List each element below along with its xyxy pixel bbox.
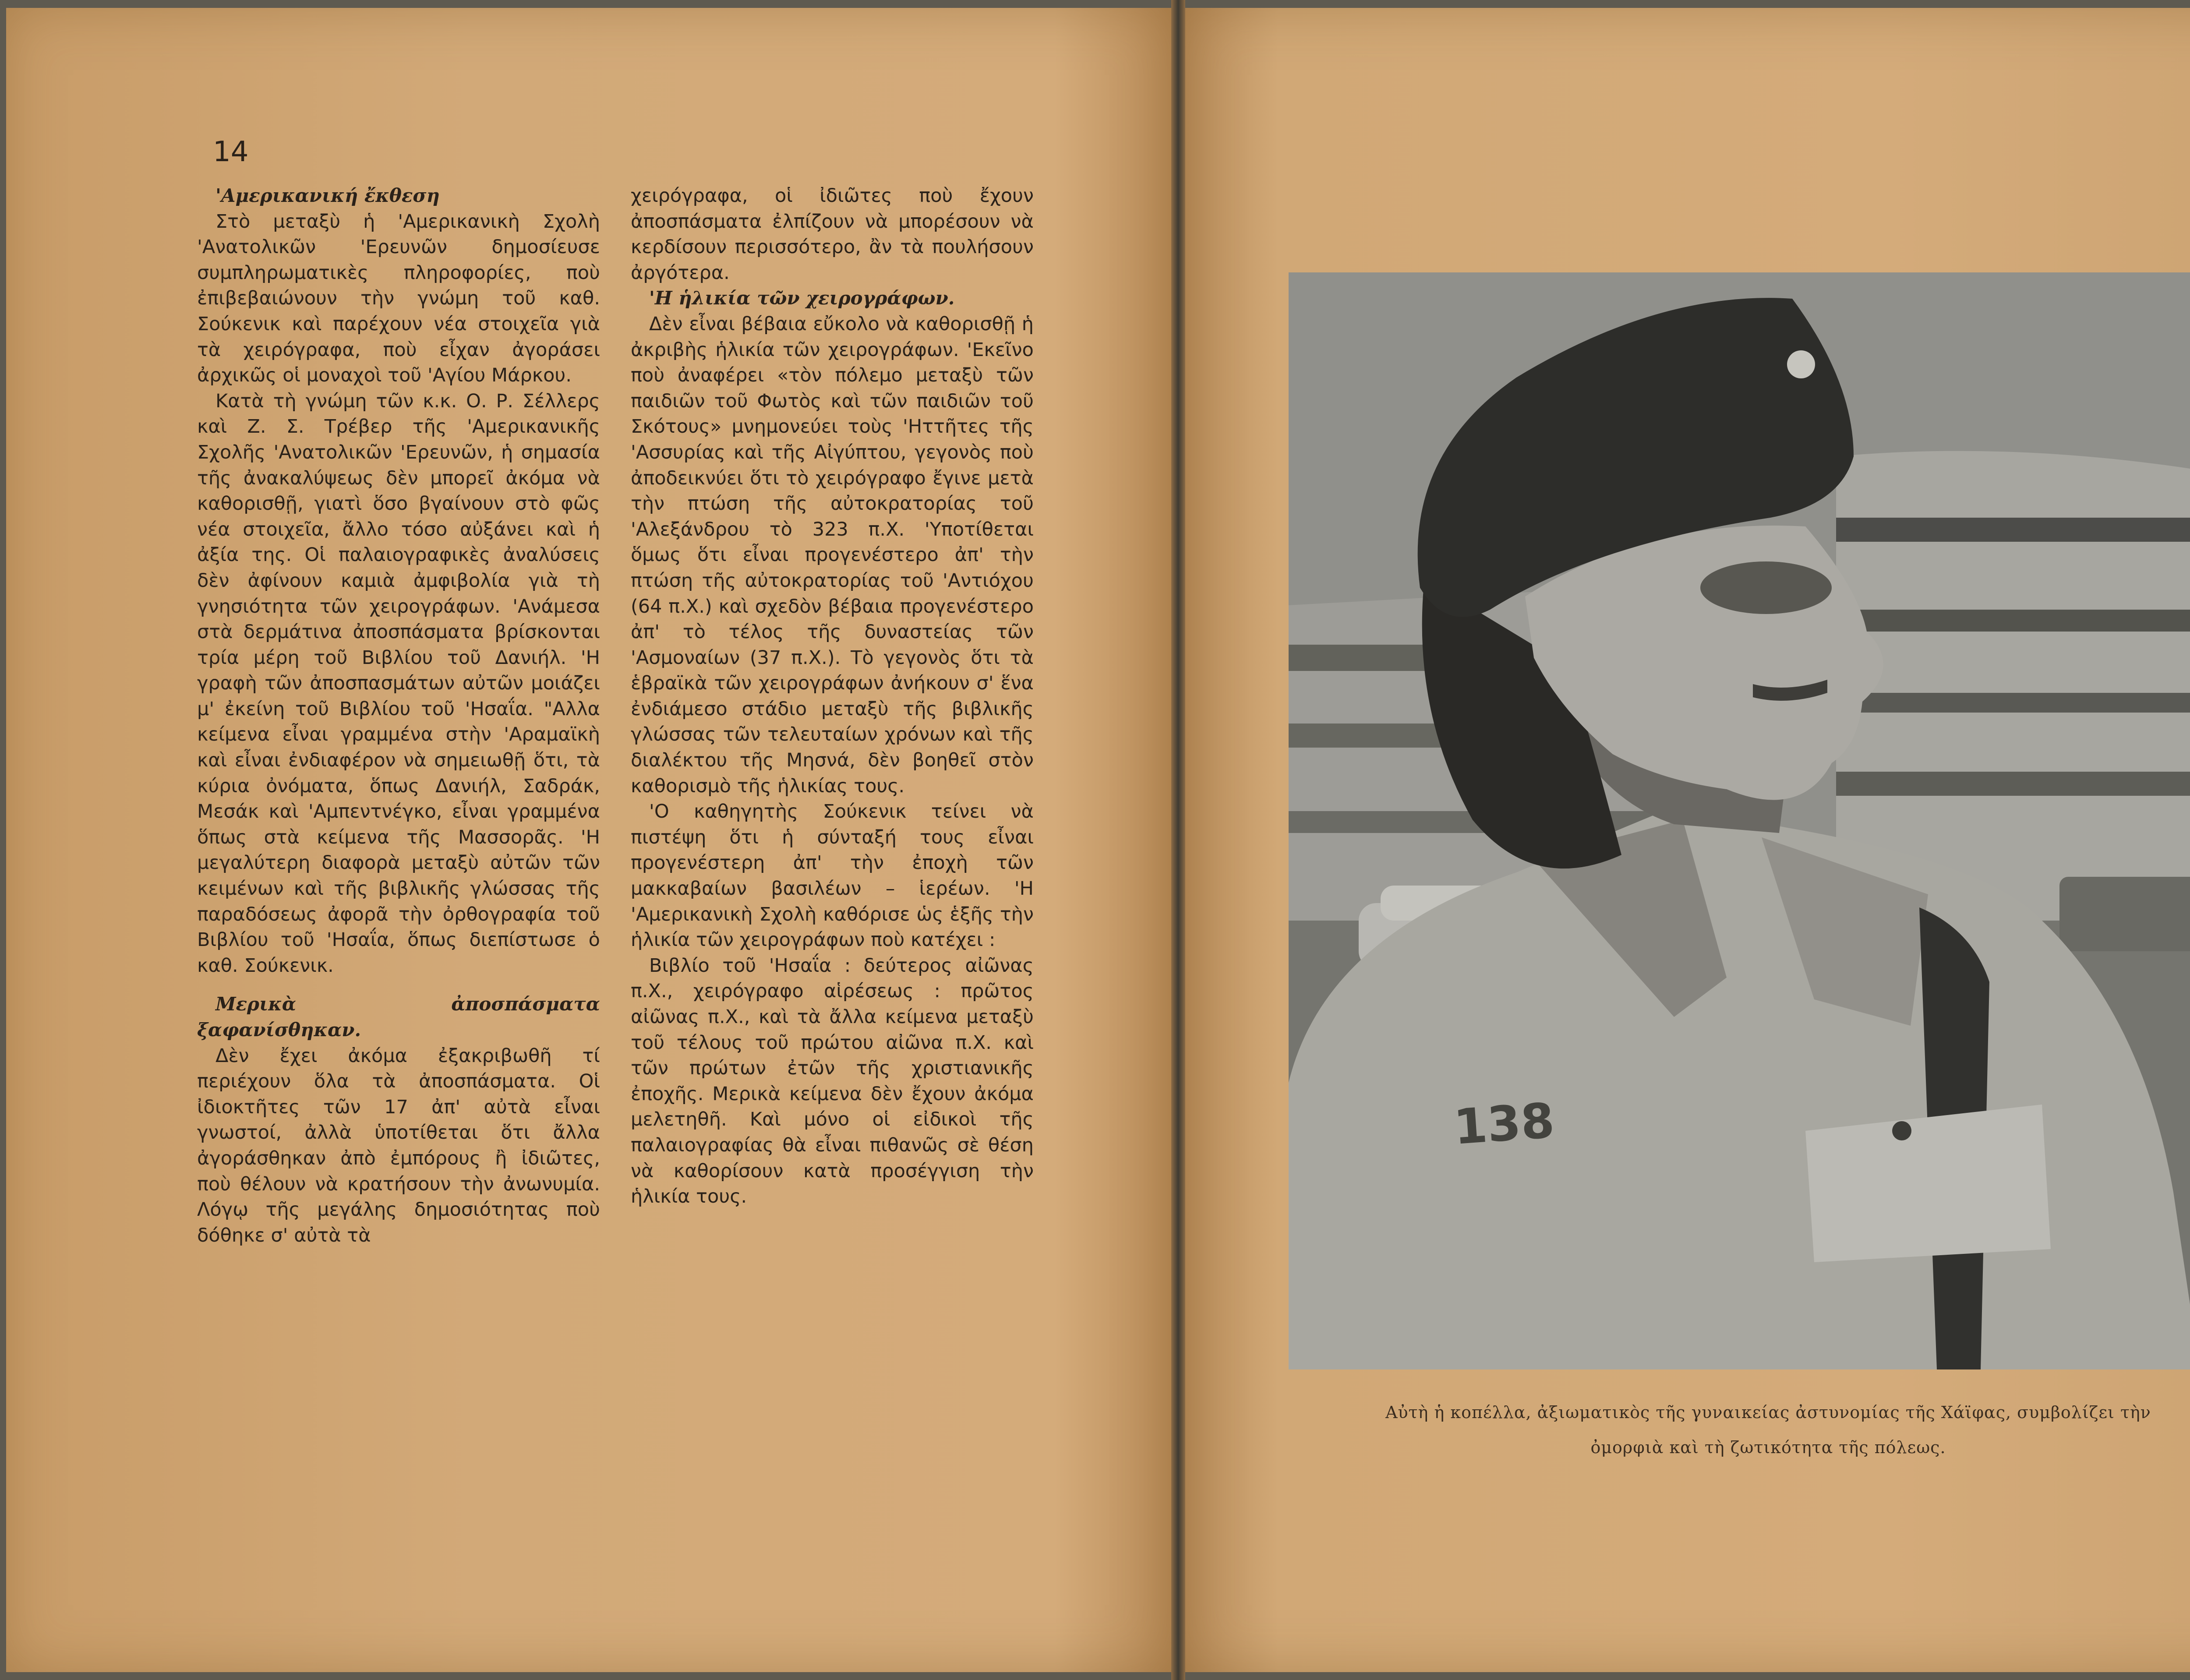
photo-caption bbox=[1289, 1395, 2190, 1465]
photo-illustration bbox=[1289, 272, 2190, 1369]
caption-line: ὀμορφιὰ καὶ τὴ ζωτικότητα τῆς πόλεως. bbox=[1590, 1438, 1946, 1457]
caption-line: Αὐτὴ ἡ κοπέλλα, ἀξιωματικὸς τῆς γυναικείας ἀστυνομίας τῆς Χάϊφας, συμβολίζει τὴν bbox=[1385, 1403, 2151, 1422]
paragraph: 'Ο καθηγητὴς Σούκενικ τείνει νὰ πιστέψη ὅτι ἡ σύνταξή τους εἶναι προγενέστερη ἀπ' τὴν ἐποχὴ τῶν μακκαβαίων βασιλέων – ἱερέων. 'Η 'Αμερικανικὴ Σχολὴ καθόρισε ὡς ἑξῆς τὴν ἡλικία τῶν χειρογράφων ποὺ κατέχει : bbox=[631, 801, 1034, 951]
shoulder-number: 138 bbox=[1452, 1092, 1556, 1155]
left-text-column bbox=[197, 183, 600, 1248]
paragraph: Βιβλίο τοῦ 'Ησαΐα : δεύτερος αἰῶνας π.Χ., χειρόγραφο αἱρέσεως : πρῶτος αἰῶνας π.Χ., καὶ τὰ ἄλλα κείμενα μεταξὺ τοῦ τέλους τοῦ πρώτου αἰῶνα π.Χ. καὶ τῶν πρώτων ἐτῶν τῆς χριστιανικῆς ἐποχῆς. Μερικὰ κείμενα δὲν ἔχουν ἀκόμα μελετηθῆ. Καὶ μόνο οἱ εἰδικοὶ τῆς παλαιογραφίας θὰ εἶναι πιθανῶς σὲ θέση νὰ καθορίσουν κατὰ προσέγγιση τὴν ἡλικία τους. bbox=[631, 954, 1034, 1208]
paragraph: Κατὰ τὴ γνώμη τῶν κ.κ. Ο. Ρ. Σέλλερς καὶ Ζ. Σ. Τρέβερ τῆς 'Αμερικανικῆς Σχολῆς 'Ανατολικῶν 'Ερευνῶν, ἡ σημασία τῆς ἀνακαλύψεως δὲν μπορεῖ ἀκόμα νὰ καθορισθῇ, γιατὶ ὅσο βγαίνουν στὸ φῶς νέα στοιχεῖα, ἄλλο τόσο αὐξάνει καὶ ἡ ἀξία της. Οἱ παλαιογραφικὲς ἀναλύσεις δὲν ἀφίνουν καμιὰ ἀμφιβολία γιὰ τὴ γνησιότητα τῶν χειρογράφων. 'Ανάμεσα στὰ δερμάτινα ἀποσπάσματα βρίσκονται τρία μέρη τοῦ Βιβλίου τοῦ Δανιήλ. 'Η γραφὴ τῶν ἀποσπασμάτων αὐτῶν μοιάζει μ' ἐκείνη τοῦ Βιβλίου τοῦ 'Ησαΐα. "Αλλα κείμενα εἶναι γραμμένα στὴν 'Αραμαϊκὴ καὶ εἶναι ἐνδιαφέρον νὰ σημειωθῇ ὅτι, τὰ κύρια ὀνόματα, ὅπως Δανιήλ, Σαδράκ, Μεσάκ καὶ 'Αμπεντνέγκο, εἶναι γραμμένα ὅπως στὰ κείμενα τῆς Μασσορᾶς. 'Η μεγαλύτερη διαφορὰ μεταξὺ αὐτῶν τῶν κειμένων καὶ τῆς βιβλικῆς γλώσσας τῆς παραδόσεως ἀφορᾶ τὴν ὀρθογραφία τοῦ Βιβλίου τοῦ 'Ησαΐα, ὅπως διεπίστωσε ὁ καθ. Σούκενικ. bbox=[197, 390, 600, 977]
paragraph: Στὸ μεταξὺ ἡ 'Αμερικανικὴ Σχολὴ 'Ανατολικῶν 'Ερευνῶν δημοσίευσε συμπληρωματικὲς πληροφορίες, ποὺ ἐπιβεβαιώνουν τὴν γνώμη τοῦ καθ. Σούκενικ καὶ παρέχουν νέα στοιχεῖα γιὰ τὰ χειρόγραφα, ποὺ εἶχαν ἀγοράσει ἀρχικῶς οἱ μοναχοὶ τοῦ 'Αγίου Μάρκου. bbox=[197, 210, 600, 387]
paragraph: χειρόγραφα, οἱ ἰδιῶτες ποὺ ἔχουν ἀποσπάσματα ἐλπίζουν νὰ μπορέσουν νὰ κερδίσουν περισσότερο, ἂν τὰ πουλήσουν ἀργότερα. bbox=[631, 185, 1034, 284]
section-heading-american-report: 'Αμερικανική ἔκθεση bbox=[215, 185, 440, 206]
book-gutter bbox=[1171, 0, 1185, 1680]
right-text-column bbox=[631, 183, 1034, 1210]
photo-policewoman bbox=[1289, 272, 2190, 1369]
section-heading-missing-fragments: Μερικὰ ἀποσπάσματα ξαφανίσθηκαν. bbox=[197, 993, 600, 1041]
paragraph: Δὲν ἔχει ἀκόμα ἐξακριβωθῆ τί περιέχουν ὅλα τὰ ἀποσπάσματα. Οἱ ἰδιοκτῆτες τῶν 17 ἀπ' αὐτὰ εἶναι γνωστοί, ἀλλὰ ὑποτίθεται ὅτι ἄλλα ἀγοράσθηκαν ἀπὸ ἐμπόρους ἢ ἰδιῶτες, ποὺ θέλουν νὰ κρατήσουν τὴν ἀνωνυμία. Λόγῳ τῆς μεγάλης δημοσιότητας ποὺ δόθηκε σ' αὐτὰ τὰ bbox=[197, 1045, 600, 1246]
page-number: 14 bbox=[213, 136, 249, 168]
photo-tint bbox=[1289, 272, 2190, 1369]
paragraph: Δὲν εἶναι βέβαια εὔκολο νὰ καθορισθῇ ἡ ἀκριβὴς ἡλικία τῶν χειρογράφων. 'Εκεῖνο ποὺ ἀναφέρει «τὸν πόλεμο μεταξὺ τῶν παιδιῶν τοῦ Φωτὸς καὶ τῶν παιδιῶν τοῦ Σκότους» μνημονεύει τοὺς 'Ηττῆτες τῆς 'Ασσυρίας καὶ τῆς Αἰγύπτου, γεγονὸς ποὺ ἀποδεικνύει ὅτι τὸ χειρόγραφο ἔγινε μετὰ τὴν πτώση τῆς αὐτοκρατορίας τοῦ 'Αλεξάνδρου τὸ 323 π.Χ. 'Υποτίθεται ὅμως ὅτι εἶναι προγενέστερο ἀπ' τὴν πτώση τῆς αὐτοκρατορίας τοῦ 'Αντιόχου (64 π.Χ.) καὶ σχεδὸν βέβαια προγενέστερο ἀπ' τὸ τέλος τῆς δυναστείας τῶν 'Ασμοναίων (37 π.Χ.). Τὸ γεγονὸς ὅτι τὰ ἑβραϊκὰ τῶν χειρογράφων ἀνήκουν σ' ἕνα ἐνδιάμεσο στάδιο μεταξὺ τῆς βιβλικῆς γλώσσας τῶν τελευταίων χρόνων καὶ τῆς διαλέκτου τῆς Μησνά, δὲν βοηθεῖ στὸν καθορισμὸ τῆς ἡλικίας τους. bbox=[631, 313, 1034, 797]
section-heading-age-of-manuscripts: 'Η ἡλικία τῶν χειρογράφων. bbox=[649, 287, 955, 309]
